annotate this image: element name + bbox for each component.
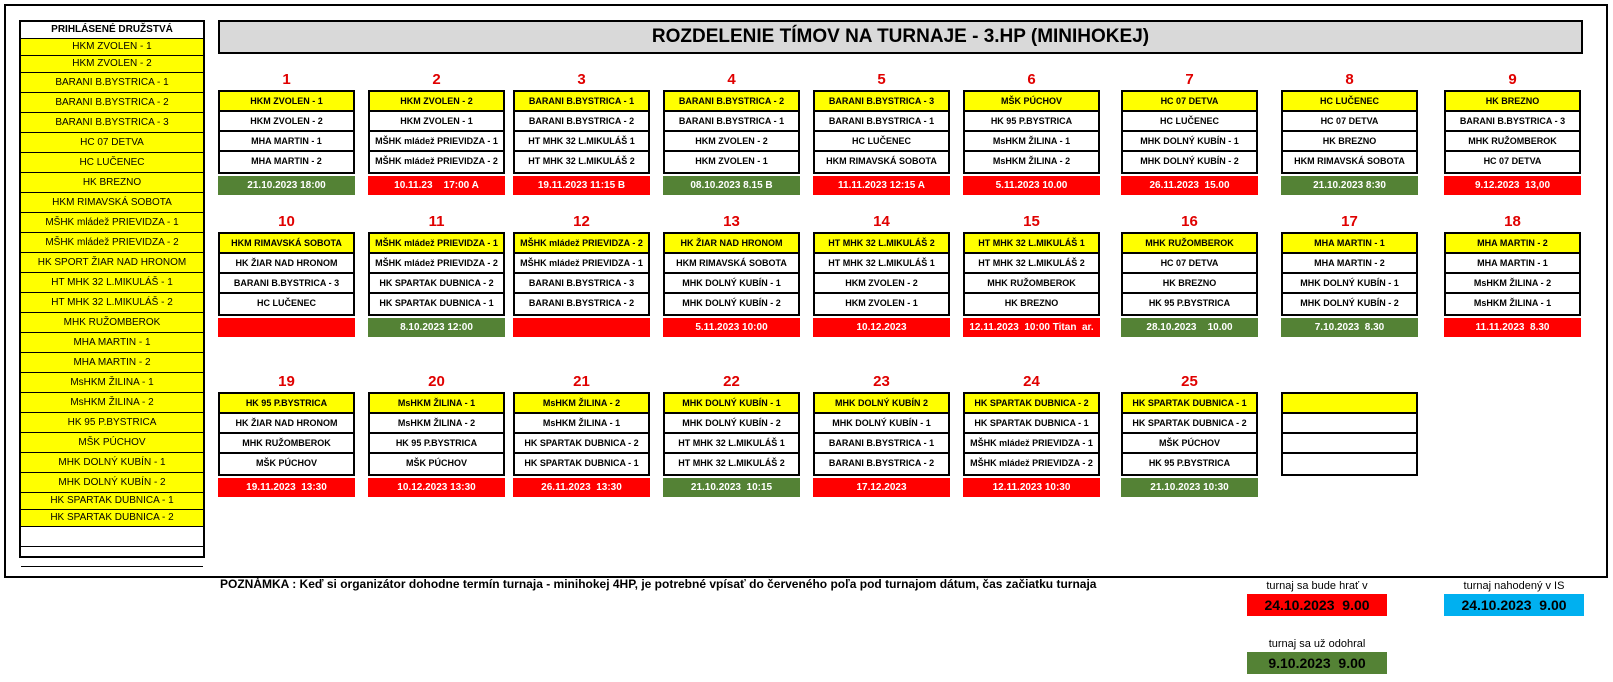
tournament-team: HK ŽIAR NAD HRONOM xyxy=(220,254,353,274)
tournament-team: BARANI B.BYSTRICA - 1 xyxy=(815,112,948,132)
tournament-teams xyxy=(663,392,800,476)
tournament-team: HT MHK 32 L.MIKULÁŠ 1 xyxy=(515,132,648,152)
tournament-block xyxy=(513,372,650,497)
tournament-number: 7 xyxy=(1185,71,1194,88)
tournament-number: 22 xyxy=(723,373,740,390)
tournament-host-team: MHK DOLNÝ KUBÍN 2 xyxy=(815,394,948,414)
tournament-host-team: HK SPARTAK DUBNICA - 2 xyxy=(965,394,1098,414)
registered-team-empty-slot xyxy=(21,547,203,567)
tournament-team: HC 07 DETVA xyxy=(1123,254,1256,274)
registered-team-item: HKM ZVOLEN - 2 xyxy=(21,56,203,73)
tournament-team: HKM ZVOLEN - 2 xyxy=(220,112,353,132)
tournament-teams xyxy=(368,392,505,476)
tournament-team: HK 95 P.BYSTRICA xyxy=(1148,458,1231,468)
tournament-team: HK SPARTAK DUBNICA - 2 xyxy=(1123,414,1256,434)
tournament-host-team: HC 07 DETVA xyxy=(1123,92,1256,112)
legend-entered xyxy=(1444,578,1584,616)
tournament-number: 13 xyxy=(723,213,740,230)
tournament-host-team xyxy=(1283,394,1416,414)
tournament-team: MHA MARTIN - 1 xyxy=(220,132,353,152)
tournament-block xyxy=(218,372,355,497)
tournament-host-team: MHK RUŽOMBEROK xyxy=(1123,234,1256,254)
tournament-block xyxy=(218,212,355,337)
tournament-team: HK 95 P.BYSTRICA xyxy=(370,434,503,454)
tournament-team: HK ŽIAR NAD HRONOM xyxy=(220,414,353,434)
tournament-date[interactable]: 21.10.2023 10:30 xyxy=(1121,478,1258,497)
tournament-date[interactable]: 5.11.2023 10.00 xyxy=(963,176,1100,195)
tournament-host-team: HK SPARTAK DUBNICA - 1 xyxy=(1123,394,1256,414)
tournament-date[interactable]: 10.12.2023 13:30 xyxy=(368,478,505,497)
tournament-number: 23 xyxy=(873,373,890,390)
tournament-host-team: HT MHK 32 L.MIKULÁŠ 2 xyxy=(815,234,948,254)
tournament-date[interactable]: 9.12.2023 13,00 xyxy=(1444,176,1581,195)
tournament-date[interactable]: 12.11.2023 10:00 Titan ar. xyxy=(963,318,1100,337)
tournament-date[interactable]: 17.12.2023 xyxy=(813,478,950,497)
tournament-team: BARANI B.BYSTRICA - 3 xyxy=(515,274,648,294)
tournament-block xyxy=(1444,70,1581,195)
tournament-date[interactable]: 26.11.2023 13:30 xyxy=(513,478,650,497)
tournament-team: HK SPARTAK DUBNICA - 1 xyxy=(524,458,639,468)
tournament-team: HC LUČENEC xyxy=(256,298,316,308)
tournament-team: HKM ZVOLEN - 1 xyxy=(695,156,768,166)
registered-team-item: HKM RIMAVSKÁ SOBOTA xyxy=(21,193,203,213)
tournament-number: 24 xyxy=(1023,373,1040,390)
tournament-teams xyxy=(1121,392,1258,476)
tournament-number: 12 xyxy=(573,213,590,230)
legend-planned xyxy=(1247,578,1387,616)
tournament-host-team: MŠK PÚCHOV xyxy=(965,92,1098,112)
tournament-team: MsHKM ŽILINA - 2 xyxy=(370,414,503,434)
tournament-block xyxy=(1281,372,1418,476)
tournament-team: HT MHK 32 L.MIKULÁŠ 2 xyxy=(678,458,785,468)
tournament-date[interactable]: 21.10.2023 18:00 xyxy=(218,176,355,195)
tournament-date[interactable]: 11.11.2023 8.30 xyxy=(1444,318,1581,337)
tournament-team: MHA MARTIN - 2 xyxy=(251,156,322,166)
registered-team-item: HK SPARTAK DUBNICA - 1 xyxy=(21,493,203,510)
tournament-teams xyxy=(513,90,650,174)
tournament-team: MsHKM ŽILINA - 1 xyxy=(1473,298,1552,308)
legend-played-value: 9.10.2023 9.00 xyxy=(1247,652,1387,674)
tournament-team: MŠHK mládež PRIEVIDZA - 2 xyxy=(375,156,498,166)
tournament-team: MHK RUŽOMBEROK xyxy=(1446,132,1579,152)
registered-team-item: MHK DOLNÝ KUBÍN - 1 xyxy=(21,453,203,473)
tournament-team: MsHKM ŽILINA - 2 xyxy=(1446,274,1579,294)
registered-team-item: HK SPORT ŽIAR NAD HRONOM xyxy=(21,253,203,273)
tournament-number: 5 xyxy=(877,71,886,88)
tournament-teams xyxy=(813,90,950,174)
tournament-date[interactable]: 26.11.2023 15.00 xyxy=(1121,176,1258,195)
tournament-block xyxy=(218,70,355,195)
tournament-team: HK BREZNO xyxy=(1004,298,1059,308)
registered-team-item: HC 07 DETVA xyxy=(21,133,203,153)
tournament-teams xyxy=(963,392,1100,476)
tournament-number: 3 xyxy=(577,71,586,88)
note-text: POZNÁMKA : Keď si organizátor dohodne termín turnaja - minihokej 4HP, je potrebné vpísať do červeného poľa pod turnajom dátum, čas začiatku turnaja xyxy=(220,577,1097,591)
tournament-team: BARANI B.BYSTRICA - 3 xyxy=(1446,112,1579,132)
tournament-teams xyxy=(663,90,800,174)
tournament-team: MHK RUŽOMBEROK xyxy=(965,274,1098,294)
tournament-teams xyxy=(663,232,800,316)
tournament-block xyxy=(368,70,505,195)
legend-planned-label: turnaj sa bude hrať v xyxy=(1266,580,1368,592)
tournament-block xyxy=(368,372,505,497)
page-title: ROZDELENIE TÍMOV NA TURNAJE - 3.HP (MINIHOKEJ) xyxy=(218,20,1583,54)
tournament-number: 6 xyxy=(1027,71,1036,88)
tournament-host-team: HK ŽIAR NAD HRONOM xyxy=(665,234,798,254)
registered-team-empty-slot xyxy=(21,527,203,547)
tournament-number: 20 xyxy=(428,373,445,390)
tournament-team: MŠHK mládež PRIEVIDZA - 2 xyxy=(970,458,1093,468)
tournament-team: MŠHK mládež PRIEVIDZA - 1 xyxy=(515,254,648,274)
tournament-team: HKM ZVOLEN - 1 xyxy=(370,112,503,132)
tournament-block xyxy=(368,212,505,337)
tournament-teams xyxy=(963,232,1100,316)
tournament-number: 11 xyxy=(428,213,445,230)
tournament-teams xyxy=(513,232,650,316)
tournament-team: HKM ZVOLEN - 2 xyxy=(815,274,948,294)
tournament-team: BARANI B.BYSTRICA - 1 xyxy=(665,112,798,132)
tournament-host-team: HK BREZNO xyxy=(1446,92,1579,112)
tournament-number: 8 xyxy=(1345,71,1354,88)
tournament-team: HKM ZVOLEN - 2 xyxy=(665,132,798,152)
tournament-number: 2 xyxy=(432,71,441,88)
tournament-team: MHK DOLNÝ KUBÍN - 2 xyxy=(665,414,798,434)
tournament-number: 4 xyxy=(727,71,736,88)
tournament-team: HK 95 P.BYSTRICA xyxy=(965,112,1098,132)
tournament-team: MHK DOLNÝ KUBÍN - 1 xyxy=(665,274,798,294)
tournament-block xyxy=(813,212,950,337)
legend-entered-value: 24.10.2023 9.00 xyxy=(1444,594,1584,616)
tournament-team: MHK DOLNÝ KUBÍN - 2 xyxy=(1300,298,1399,308)
registered-team-item: HKM ZVOLEN - 1 xyxy=(21,39,203,56)
registered-team-item: MsHKM ŽILINA - 1 xyxy=(21,373,203,393)
tournament-teams xyxy=(1281,90,1418,174)
tournament-number: 1 xyxy=(282,71,291,88)
registered-team-item: HT MHK 32 L.MIKULÁŠ - 1 xyxy=(21,273,203,293)
tournament-number: 17 xyxy=(1341,213,1358,230)
tournament-team: MŠHK mládež PRIEVIDZA - 1 xyxy=(965,434,1098,454)
tournament-team: BARANI B.BYSTRICA - 3 xyxy=(220,274,353,294)
tournament-team: MHK DOLNÝ KUBÍN - 2 xyxy=(1140,156,1239,166)
tournament-block xyxy=(1281,70,1418,195)
legend-played xyxy=(1247,636,1387,674)
registered-teams-list xyxy=(19,20,205,558)
tournament-host-team: MŠHK mládež PRIEVIDZA - 1 xyxy=(370,234,503,254)
tournament-host-team: MHK DOLNÝ KUBÍN - 1 xyxy=(665,394,798,414)
tournament-date[interactable] xyxy=(218,318,355,337)
tournament-team: HK SPARTAK DUBNICA - 2 xyxy=(370,274,503,294)
registered-teams-header: PRIHLÁSENÉ DRUŽSTVÁ xyxy=(21,22,203,39)
tournament-team: MsHKM ŽILINA - 1 xyxy=(965,132,1098,152)
tournament-team: MHK RUŽOMBEROK xyxy=(220,434,353,454)
tournament-host-team: BARANI B.BYSTRICA - 1 xyxy=(515,92,648,112)
tournament-team xyxy=(1283,454,1416,474)
tournament-block xyxy=(813,372,950,497)
tournament-team: BARANI B.BYSTRICA - 2 xyxy=(528,298,635,308)
tournament-teams xyxy=(368,232,505,316)
tournament-teams xyxy=(1121,232,1258,316)
tournament-number: 14 xyxy=(873,213,890,230)
tournament-team: HT MHK 32 L.MIKULÁŠ 2 xyxy=(965,254,1098,274)
tournament-teams xyxy=(218,232,355,316)
tournament-team: HKM ZVOLEN - 1 xyxy=(845,298,918,308)
tournament-block xyxy=(963,212,1100,337)
tournament-block xyxy=(513,70,650,195)
tournament-block xyxy=(1121,70,1258,195)
tournament-date[interactable]: 10.11.23 17:00 A xyxy=(368,176,505,195)
tournament-date[interactable]: 21.10.2023 10:15 xyxy=(663,478,800,497)
tournament-host-team: HT MHK 32 L.MIKULÁŠ 1 xyxy=(965,234,1098,254)
tournament-team: HK 95 P.BYSTRICA xyxy=(1148,298,1231,308)
tournament-teams xyxy=(1281,392,1418,476)
tournament-team: HK SPARTAK DUBNICA - 2 xyxy=(515,434,648,454)
tournament-block xyxy=(963,372,1100,497)
tournament-date[interactable]: 12.11.2023 10:30 xyxy=(963,478,1100,497)
tournament-host-team: HC LUČENEC xyxy=(1283,92,1416,112)
tournament-team: HK BREZNO xyxy=(1283,132,1416,152)
tournament-team: HT MHK 32 L.MIKULÁŠ 2 xyxy=(528,156,635,166)
registered-team-item: MsHKM ŽILINA - 2 xyxy=(21,393,203,413)
registered-team-item: MHA MARTIN - 1 xyxy=(21,333,203,353)
tournament-date[interactable]: 08.10.2023 8.15 B xyxy=(663,176,800,195)
tournament-team: HC LUČENEC xyxy=(1123,112,1256,132)
tournament-team: MsHKM ŽILINA - 1 xyxy=(515,414,648,434)
legend-entered-label: turnaj nahodený v IS xyxy=(1463,580,1565,592)
registered-team-item: MHK DOLNÝ KUBÍN - 2 xyxy=(21,473,203,493)
tournament-number: 21 xyxy=(573,373,590,390)
tournament-teams xyxy=(368,90,505,174)
registered-team-item: MŠHK mládež PRIEVIDZA - 1 xyxy=(21,213,203,233)
tournament-block xyxy=(663,372,800,497)
tournament-team: HKM RIMAVSKÁ SOBOTA xyxy=(1294,156,1405,166)
registered-team-item: MŠHK mládež PRIEVIDZA - 2 xyxy=(21,233,203,253)
registered-team-item: BARANI B.BYSTRICA - 1 xyxy=(21,73,203,93)
tournament-team: HT MHK 32 L.MIKULÁŠ 1 xyxy=(815,254,948,274)
tournament-number: 10 xyxy=(278,213,295,230)
tournament-date[interactable]: 5.11.2023 10:00 xyxy=(663,318,800,337)
tournament-team: HK BREZNO xyxy=(1123,274,1256,294)
tournament-block xyxy=(1121,212,1258,337)
tournament-number: 16 xyxy=(1181,213,1198,230)
tournament-team: MHK DOLNÝ KUBÍN - 2 xyxy=(682,298,781,308)
registered-team-item: BARANI B.BYSTRICA - 2 xyxy=(21,93,203,113)
tournament-block xyxy=(963,70,1100,195)
tournament-date[interactable]: 7.10.2023 8.30 xyxy=(1281,318,1418,337)
registered-team-item: HT MHK 32 L.MIKULÁŠ - 2 xyxy=(21,293,203,313)
tournament-block xyxy=(1121,372,1258,497)
tournament-host-team: HK 95 P.BYSTRICA xyxy=(220,394,353,414)
tournament-host-team: HKM RIMAVSKÁ SOBOTA xyxy=(220,234,353,254)
tournament-teams xyxy=(1444,232,1581,316)
registered-team-item: MHA MARTIN - 2 xyxy=(21,353,203,373)
tournament-team: HK SPARTAK DUBNICA - 1 xyxy=(965,414,1098,434)
tournament-teams xyxy=(813,392,950,476)
registered-team-item: MŠK PÚCHOV xyxy=(21,433,203,453)
tournament-team: MHK DOLNÝ KUBÍN - 1 xyxy=(1283,274,1416,294)
tournament-host-team: BARANI B.BYSTRICA - 3 xyxy=(815,92,948,112)
tournament-team: HC 07 DETVA xyxy=(1483,156,1542,166)
tournament-team: BARANI B.BYSTRICA - 1 xyxy=(815,434,948,454)
tournament-teams xyxy=(1281,232,1418,316)
tournament-team: MHA MARTIN - 1 xyxy=(1446,254,1579,274)
tournament-team: MŠK PÚCHOV xyxy=(1123,434,1256,454)
tournament-host-team: MsHKM ŽILINA - 2 xyxy=(515,394,648,414)
tournament-number xyxy=(1281,372,1418,392)
tournament-block xyxy=(513,212,650,337)
tournament-team: BARANI B.BYSTRICA - 2 xyxy=(828,458,935,468)
registered-team-item: BARANI B.BYSTRICA - 3 xyxy=(21,113,203,133)
tournament-team xyxy=(1283,414,1416,434)
tournament-host-team: HKM ZVOLEN - 1 xyxy=(220,92,353,112)
registered-team-item: HK 95 P.BYSTRICA xyxy=(21,413,203,433)
tournament-team xyxy=(1283,434,1416,454)
registered-team-item: HK BREZNO xyxy=(21,173,203,193)
tournament-teams xyxy=(813,232,950,316)
tournament-block xyxy=(663,212,800,337)
tournament-team: MHK DOLNÝ KUBÍN - 1 xyxy=(1123,132,1256,152)
tournament-block xyxy=(1444,212,1581,337)
tournament-team: HK SPARTAK DUBNICA - 1 xyxy=(379,298,494,308)
tournament-block xyxy=(663,70,800,195)
tournament-teams xyxy=(218,392,355,476)
tournament-teams xyxy=(963,90,1100,174)
tournament-teams xyxy=(1121,90,1258,174)
tournament-number: 25 xyxy=(1181,373,1198,390)
tournament-number: 19 xyxy=(278,373,295,390)
tournament-team: MŠK PÚCHOV xyxy=(405,458,467,468)
tournament-host-team: BARANI B.BYSTRICA - 2 xyxy=(665,92,798,112)
tournament-team: MŠHK mládež PRIEVIDZA - 2 xyxy=(370,254,503,274)
tournament-host-team: MŠHK mládež PRIEVIDZA - 2 xyxy=(515,234,648,254)
tournament-date[interactable]: 28.10.2023 10.00 xyxy=(1121,318,1258,337)
tournament-host-team: HKM ZVOLEN - 2 xyxy=(370,92,503,112)
tournament-teams xyxy=(1444,90,1581,174)
tournament-block xyxy=(1281,212,1418,337)
tournament-team: HC LUČENEC xyxy=(815,132,948,152)
tournament-date[interactable]: 19.11.2023 13:30 xyxy=(218,478,355,497)
tournament-date[interactable]: 10.12.2023 xyxy=(813,318,950,337)
tournament-host-team: MsHKM ŽILINA - 1 xyxy=(370,394,503,414)
tournament-team: HC 07 DETVA xyxy=(1283,112,1416,132)
tournament-number: 15 xyxy=(1023,213,1040,230)
legend-planned-value: 24.10.2023 9.00 xyxy=(1247,594,1387,616)
tournament-team: BARANI B.BYSTRICA - 2 xyxy=(515,112,648,132)
tournament-team: MŠK PÚCHOV xyxy=(255,458,317,468)
registered-team-item: MHK RUŽOMBEROK xyxy=(21,313,203,333)
tournament-team: HT MHK 32 L.MIKULÁŠ 1 xyxy=(665,434,798,454)
tournament-teams xyxy=(513,392,650,476)
tournament-number: 18 xyxy=(1504,213,1521,230)
tournament-host-team: MHA MARTIN - 2 xyxy=(1446,234,1579,254)
tournament-team: MsHKM ŽILINA - 2 xyxy=(992,156,1071,166)
registered-teams-rows xyxy=(21,39,203,567)
tournament-number: 9 xyxy=(1508,71,1517,88)
tournament-team: HKM RIMAVSKÁ SOBOTA xyxy=(826,156,937,166)
tournament-teams xyxy=(218,90,355,174)
tournament-team: MHK DOLNÝ KUBÍN - 1 xyxy=(815,414,948,434)
tournament-date[interactable]: 19.11.2023 11:15 B xyxy=(513,176,650,195)
registered-team-item: HK SPARTAK DUBNICA - 2 xyxy=(21,510,203,527)
tournament-date[interactable] xyxy=(513,318,650,337)
tournament-block xyxy=(813,70,950,195)
tournament-host-team: MHA MARTIN - 1 xyxy=(1283,234,1416,254)
tournament-team: HKM RIMAVSKÁ SOBOTA xyxy=(665,254,798,274)
tournament-team: MŠHK mládež PRIEVIDZA - 1 xyxy=(370,132,503,152)
legend-played-label: turnaj sa už odohral xyxy=(1268,638,1366,650)
tournament-date[interactable]: 11.11.2023 12:15 A xyxy=(813,176,950,195)
registered-team-item: HC LUČENEC xyxy=(21,153,203,173)
tournament-date[interactable]: 8.10.2023 12:00 xyxy=(368,318,505,337)
tournament-team: MHA MARTIN - 2 xyxy=(1283,254,1416,274)
tournament-date[interactable]: 21.10.2023 8:30 xyxy=(1281,176,1418,195)
